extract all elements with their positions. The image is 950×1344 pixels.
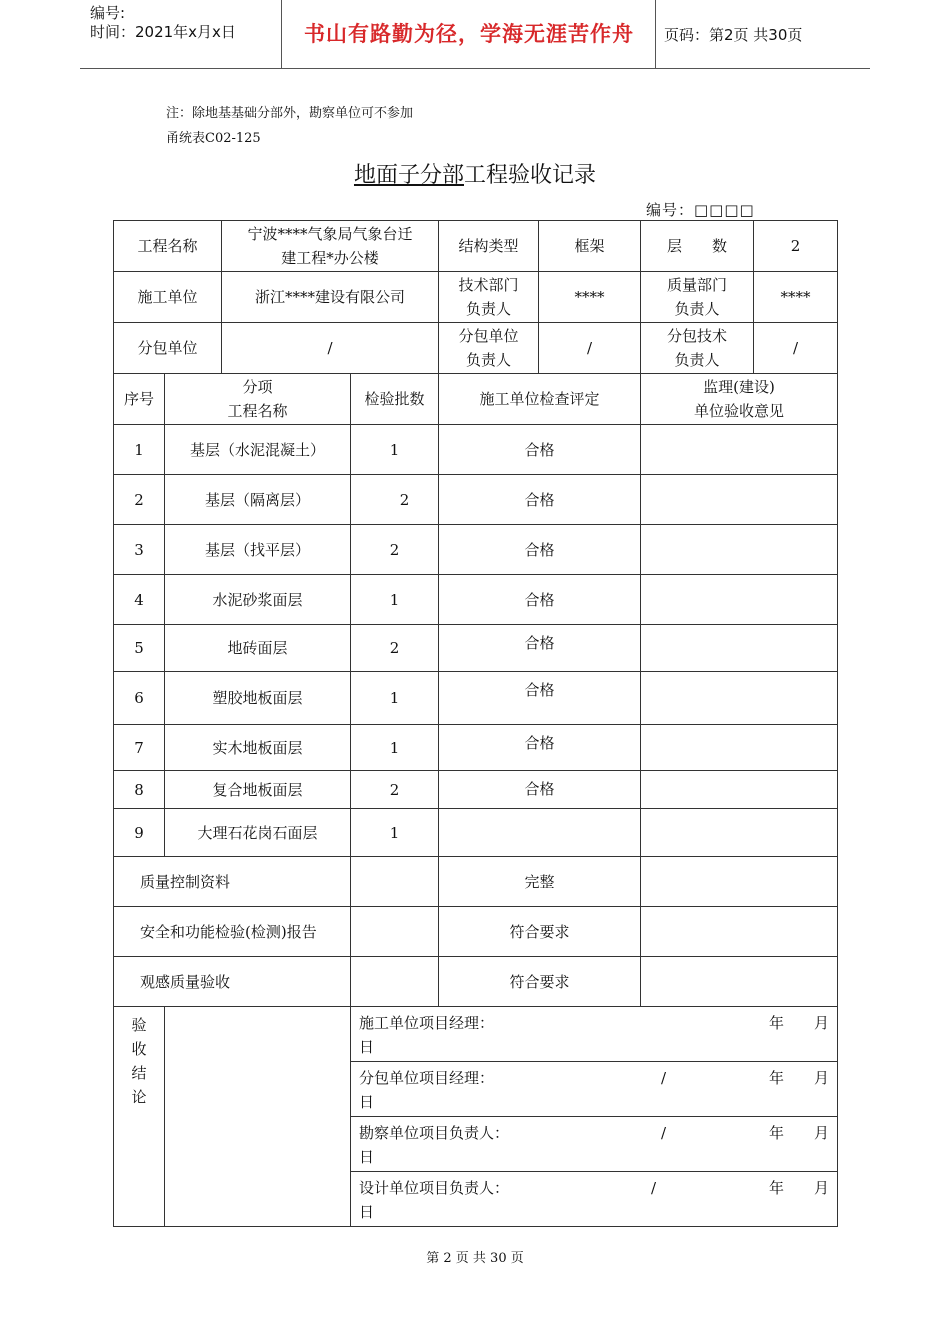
label-line: 质量部门 — [667, 276, 728, 294]
table-row — [114, 625, 838, 672]
project-name-label: 工程名称 — [114, 221, 222, 272]
tech-head-label — [439, 272, 539, 323]
form-code: 甬统表C02-125 — [166, 131, 261, 146]
table-row — [114, 771, 838, 809]
item-no: 9 — [114, 809, 165, 857]
summary-batches — [351, 857, 439, 907]
conclusion-char: 论 — [131, 1088, 147, 1106]
structure-value: 框架 — [539, 221, 641, 272]
sub-head-value: / — [539, 323, 641, 374]
signoff-role: 勘察单位项目负责人： — [359, 1124, 510, 1142]
item-eval: 合格 — [439, 725, 641, 771]
table-row — [114, 809, 838, 857]
page-title — [0, 158, 950, 189]
info-row — [114, 323, 838, 374]
item-name: 水泥砂浆面层 — [165, 575, 351, 625]
conclusion-char: 结 — [131, 1064, 147, 1082]
item-name: 基层（隔离层） — [165, 475, 351, 525]
project-name-line: 建工程*办公楼 — [281, 249, 379, 267]
item-name: 地砖面层 — [165, 625, 351, 672]
sub-head-label — [439, 323, 539, 374]
item-supervision — [641, 771, 838, 809]
col-line: 工程名称 — [227, 402, 288, 420]
item-no: 4 — [114, 575, 165, 625]
item-batches: 1 — [351, 575, 439, 625]
signoff-role: 施工单位项目经理： — [359, 1014, 495, 1032]
item-supervision — [641, 575, 838, 625]
label-line: 负责人 — [674, 351, 720, 369]
quality-head-value: **** — [754, 272, 838, 323]
header-motto: 书山有路勤为径，学海无涯苦作舟 — [304, 22, 634, 46]
label-line: 负责人 — [674, 300, 720, 318]
header-page-info: 页码：第2页 共30页 — [664, 26, 803, 44]
table-row — [114, 725, 838, 771]
info-row — [114, 221, 838, 272]
sub-tech-label — [641, 323, 754, 374]
item-name: 复合地板面层 — [165, 771, 351, 809]
item-name: 基层（水泥混凝土） — [165, 425, 351, 475]
quality-head-label — [641, 272, 754, 323]
summary-label: 安全和功能检验(检测)报告 — [114, 907, 351, 957]
signoff-slash: / — [661, 1124, 667, 1142]
item-eval: 合格 — [439, 672, 641, 725]
table-row — [114, 525, 838, 575]
signoff-slash: / — [661, 1069, 667, 1087]
table-row — [114, 475, 838, 525]
summary-batches — [351, 907, 439, 957]
col-batches: 检验批数 — [351, 374, 439, 425]
col-line: 单位验收意见 — [694, 402, 785, 420]
item-no: 1 — [114, 425, 165, 475]
col-line: 监理(建设) — [703, 378, 775, 396]
item-eval: 合格 — [439, 771, 641, 809]
label-line: 分包单位 — [458, 327, 519, 345]
project-name-value — [222, 221, 439, 272]
signoff-survey — [351, 1117, 838, 1172]
summary-label: 质量控制资料 — [114, 857, 351, 907]
item-batches: 2 — [351, 525, 439, 575]
signoff-role: 设计单位项目负责人： — [359, 1179, 510, 1197]
structure-label: 结构类型 — [439, 221, 539, 272]
serial-label: 编号: — [90, 4, 126, 22]
summary-supervision — [641, 907, 838, 957]
item-batches: 2 — [351, 625, 439, 672]
item-supervision — [641, 672, 838, 725]
title-rest: 工程验收记录 — [464, 163, 597, 188]
summary-batches — [351, 957, 439, 1007]
signoff-subcontractor — [351, 1062, 838, 1117]
label-line: 技术部门 — [458, 276, 519, 294]
page-footer: 第 2 页 共 30 页 — [426, 1251, 524, 1266]
signoff-contractor — [351, 1007, 838, 1062]
time-label: 时间：2021年x月x日 — [90, 23, 236, 41]
column-header-row — [114, 374, 838, 425]
item-supervision — [641, 525, 838, 575]
item-name: 大理石花岗石面层 — [165, 809, 351, 857]
summary-row — [114, 957, 838, 1007]
signoff-date: 年 月 — [769, 1124, 830, 1142]
tech-head-value: **** — [539, 272, 641, 323]
conclusion-label — [114, 1007, 165, 1227]
item-eval: 合格 — [439, 525, 641, 575]
item-supervision — [641, 425, 838, 475]
label-line: 负责人 — [466, 351, 512, 369]
signoff-slash: / — [651, 1179, 657, 1197]
signoff-day: 日 — [359, 1203, 375, 1221]
item-no: 5 — [114, 625, 165, 672]
sub-value: / — [222, 323, 439, 374]
item-batches: 1 — [351, 425, 439, 475]
col-item-name — [165, 374, 351, 425]
summary-row — [114, 857, 838, 907]
signoff-design — [351, 1172, 838, 1227]
item-batches: 2 — [351, 771, 439, 809]
signoff-role: 分包单位项目经理： — [359, 1069, 495, 1087]
table-row — [114, 425, 838, 475]
info-row — [114, 272, 838, 323]
item-supervision — [641, 625, 838, 672]
label-line: 分包技术 — [667, 327, 728, 345]
item-no: 7 — [114, 725, 165, 771]
summary-supervision — [641, 857, 838, 907]
table-row — [114, 575, 838, 625]
floors-value: 2 — [754, 221, 838, 272]
item-eval: 合格 — [439, 425, 641, 475]
inspection-table — [113, 220, 838, 1227]
signoff-day: 日 — [359, 1148, 375, 1166]
signoff-date: 年 月 — [769, 1069, 830, 1087]
signoff-date: 年 月 — [769, 1179, 830, 1197]
col-no: 序号 — [114, 374, 165, 425]
summary-row — [114, 907, 838, 957]
item-supervision — [641, 725, 838, 771]
signoff-day: 日 — [359, 1093, 375, 1111]
summary-supervision — [641, 957, 838, 1007]
contractor-label: 施工单位 — [114, 272, 222, 323]
item-no: 6 — [114, 672, 165, 725]
col-line: 分项 — [242, 378, 273, 396]
floors-label: 层 数 — [641, 221, 754, 272]
item-batches: 1 — [351, 672, 439, 725]
sub-label: 分包单位 — [114, 323, 222, 374]
conclusion-char: 验 — [131, 1016, 147, 1034]
conclusion-row — [114, 1007, 838, 1062]
col-eval: 施工单位检查评定 — [439, 374, 641, 425]
header-divider — [655, 0, 656, 68]
contractor-value: 浙江****建设有限公司 — [222, 272, 439, 323]
project-name-line: 宁波****气象局气象台迁 — [247, 225, 413, 243]
summary-eval: 完整 — [439, 857, 641, 907]
serial-number: 编号：□□□□ — [646, 201, 755, 219]
signoff-date: 年 月 — [769, 1014, 830, 1032]
item-batches: 1 — [351, 809, 439, 857]
summary-label: 观感质量验收 — [114, 957, 351, 1007]
item-name: 实木地板面层 — [165, 725, 351, 771]
signoff-day: 日 — [359, 1038, 375, 1056]
item-name: 基层（找平层） — [165, 525, 351, 575]
item-name: 塑胶地板面层 — [165, 672, 351, 725]
header-meta — [90, 4, 282, 42]
title-underlined: 地面子分部 — [353, 163, 464, 188]
item-eval: 合格 — [439, 475, 641, 525]
item-eval — [439, 809, 641, 857]
note-text: 注：除地基基础分部外，勘察单位可不参加 — [166, 106, 414, 121]
item-supervision — [641, 475, 838, 525]
page-header — [80, 0, 870, 69]
conclusion-char: 收 — [131, 1040, 147, 1058]
item-supervision — [641, 809, 838, 857]
item-batches: 1 — [351, 725, 439, 771]
summary-eval: 符合要求 — [439, 957, 641, 1007]
item-batches: 2 — [351, 475, 439, 525]
item-no: 8 — [114, 771, 165, 809]
label-line: 负责人 — [466, 300, 512, 318]
item-eval: 合格 — [439, 625, 641, 672]
col-supervision — [641, 374, 838, 425]
sub-tech-value: / — [754, 323, 838, 374]
item-eval: 合格 — [439, 575, 641, 625]
item-no: 3 — [114, 525, 165, 575]
table-row — [114, 672, 838, 725]
conclusion-content — [165, 1007, 351, 1227]
summary-eval: 符合要求 — [439, 907, 641, 957]
item-no: 2 — [114, 475, 165, 525]
